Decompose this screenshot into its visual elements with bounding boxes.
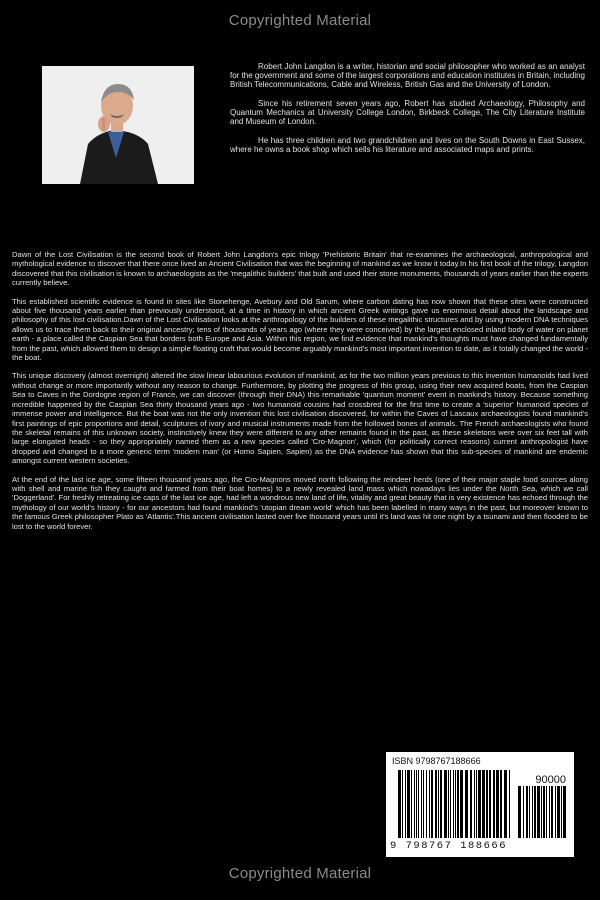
description-paragraph: This established scientific evidence is found in sites like Stonehenge, Avebury and Old Sarum, where carbon dating has now shown that these sites were constructed about five thousand years earlier than previously understood, at a time in history in which ancient Greek writings gave us enormous detail about the landscape and philosophy of this lost civilisation.Dawn of the Lost Civilisation looks at the anthropology of the builders of these megalithic structures and by using modern DNA techniques allows us to trace them back to their original ancestry; tens of thousands of years ago (where they were conceived) by the largest enclosed inland body of water on planet earth - a place called the Caspian Sea that borders both Europe and Asia. Within this region, we find evidence that mankind's thoughts must have changed fundamentally from the past, which allowed them to design a simple floating craft that would become arguably mankind's most important invention to date, as it totally changed the world - the boat. (12, 296, 588, 363)
ean-barcode (398, 770, 513, 838)
description-paragraph: Dawn of the Lost Civilisation is the second book of Robert John Langdon's epic trilogy 'Prehistoric Britain' that re-examines the archaeological, anthropological and mythological evidence to discover that there once lived an Ancient Civilisation that was the beginning of mankind as we know it today.In his first book of the trilogy, Langdon discovered that this civilisation is known to archaeologists as the 'megalithic builders' that built and used their stone monuments, thousands of years earlier than the experts currently believe. (12, 250, 588, 288)
bio-paragraph: Since his retirement seven years ago, Robert has studied Archaeology, Philosophy and Quantum Mechanics at University College London, Birkbeck College, The City Literature Institute and Museum of London. (230, 99, 585, 126)
author-bio (230, 62, 585, 164)
watermark-bottom: Copyrighted Material (228, 865, 372, 882)
book-description (12, 250, 588, 540)
bio-paragraph: Robert John Langdon is a writer, historian and social philosopher who worked as an analyst for the government and some of the largest corporations and education institutes in Britain, including British Telecommunications, Cable and Wireless, British Gas and the University of London. (230, 62, 585, 89)
isbn-label: ISBN 9798767188666 (392, 756, 481, 766)
author-photo-illustration (42, 66, 194, 184)
watermark-top: Copyrighted Material (228, 12, 372, 29)
description-paragraph: At the end of the last ice age, some fifteen thousand years ago, the Cro-Magnons moved north following the reindeer herds (one of their major staple food sources along with shell and marine fish they caught and farmed from their boat homes) to a newly revealed land mass which nowadays lies under the North Sea, which we call 'Doggerland'. For freshly retreating ice caps of the last ice age, had left a wondrous new land of life, vitality and great beauty that is very existence has echoed through the mythology of our world's history - for our ancestors had found mankind's 'utopian dream world' which has been labelled in many ways in the past, but moreover known to the famous Greek philosopher Plato as 'Atlantis'.This ancient civilisation lasted over five thousand years until it's land was hit one night by a tsunami and then flooded to be lost to the world forever. (12, 474, 588, 531)
description-paragraph: This unique discovery (almost overnight) altered the slow linear labourious evolution of mankind, as for the two million years previous to this invention humanoids had lived without change or more importantly without any reason to change. Furthermore, by plotting the progress of this group, using their new acquired boats, from the Caspian Sea to Caves in the Dordogne region of France, we can discover (through their DNA) this remarkable 'quantum moment' event in mankind's history. Because something incredible happened by the Caspian Sea thirty thousand years ago - two humanoid cousins had crossbred for the first time to create a 'superior' humanoid species of immense power and intelligence. But the boat was not the only invention this lost civilisation discovered, for within the Caves of Lascaux archaeologists found mankind's first paintings of epic proportions and detail, sculptures of ivory and musical instruments made from the hollowed bones of animals. The French archaeologists who found the skeletal remains of this unknown society, instinctively knew they were different to any other remains found in the past, as these skeletons were over six feet tall with large elongated heads - so they appropriately named them as a new species called 'Cro-Magnon', which (for politically correct reasons) current anthropologist have dropped and changed to a more generic term 'modern man' (or Homo Sapien, Sapien) as the DNA evidence has shown that this sub-species of mankind are endemic amongst current western societies. (12, 371, 588, 466)
addon-barcode (518, 786, 566, 838)
author-photo (42, 66, 194, 184)
bio-paragraph: He has three children and two grandchildren and lives on the South Downs in East Sussex, where he owns a book shop which sells his literature and associated maps and prints. (230, 136, 585, 154)
isbn-barcode-box (386, 752, 574, 857)
ean-digits: 9 798767 188666 (390, 840, 508, 852)
price-code: 90000 (535, 774, 566, 786)
